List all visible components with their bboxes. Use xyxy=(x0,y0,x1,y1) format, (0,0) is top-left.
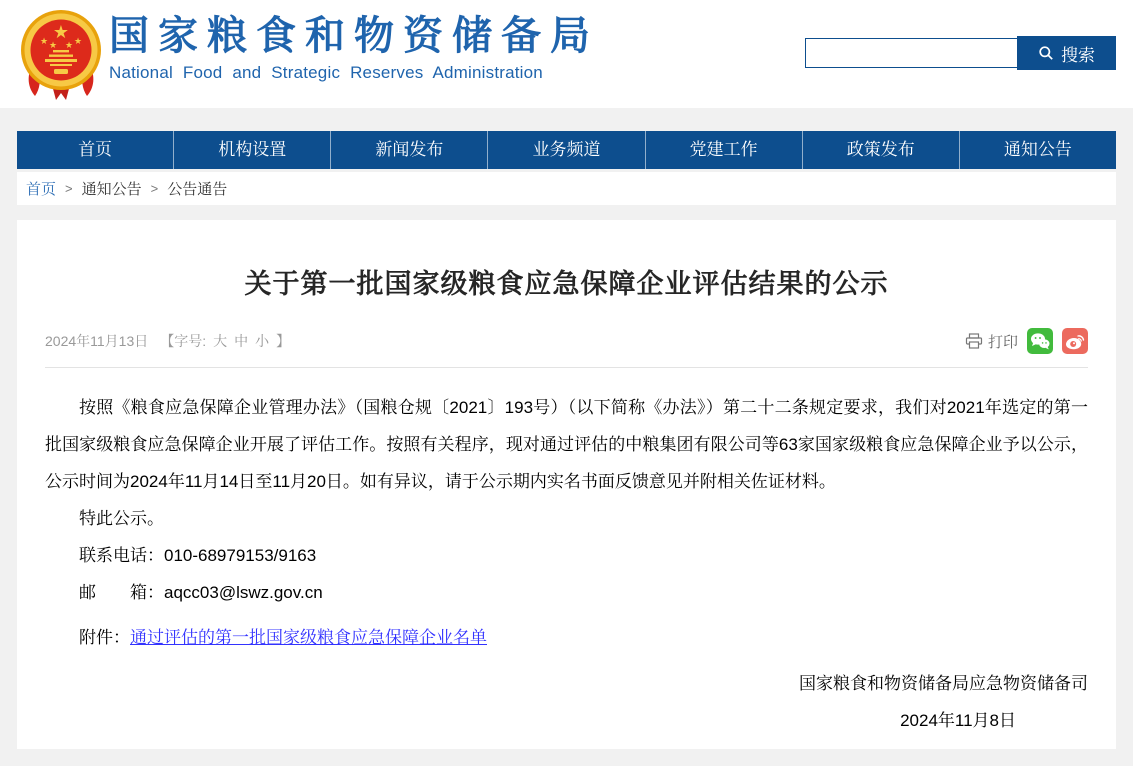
font-size-small-button[interactable]: 小 xyxy=(255,333,270,349)
nav-item-news[interactable]: 新闻发布 xyxy=(330,131,487,169)
site-name-en: National Food and Strategic Reserves Administration xyxy=(109,63,543,82)
font-size-suffix: 】 xyxy=(276,333,291,349)
breadcrumb-separator: > xyxy=(150,181,159,196)
font-size-prefix: 【字号: xyxy=(160,333,207,349)
svg-text:★: ★ xyxy=(39,36,49,46)
print-button[interactable] xyxy=(965,331,1018,352)
header-inner xyxy=(17,0,1116,108)
site-name-zh: 国家粮食和物资储备局 xyxy=(109,14,599,58)
main-nav xyxy=(17,131,1116,169)
nav-item-policy[interactable]: 政策发布 xyxy=(802,131,959,169)
search-input[interactable] xyxy=(805,38,1017,68)
wechat-icon xyxy=(1030,332,1050,350)
signature-block xyxy=(45,665,1088,739)
contact-email-value: aqcc03@lswz.gov.cn xyxy=(164,583,323,602)
signer-name: 国家粮食和物资储备局应急物资储备司 xyxy=(799,674,1088,693)
search-box xyxy=(805,36,1116,70)
article-paragraph-1: 按照《粮食应急保障企业管理办法》（国粮仓规〔2021〕193号）（以下简称《办法》）第二十二条规定要求，我们对2021年选定的第一批国家级粮食应急保障企业开展了评估工作。按照有关程序，现对通过评估的中粮集团有限公司等63家国家级粮食应急保障企业予以公示，公示时间为2024年11月14日至11月20日。如有异议，请于公示期内实名书面反馈意见并附相关佐证材料。 xyxy=(45,398,1088,491)
svg-text:★: ★ xyxy=(64,40,74,50)
article-meta-row xyxy=(45,328,1088,368)
breadcrumb xyxy=(17,172,1116,205)
svg-text:★: ★ xyxy=(73,36,83,46)
font-size-large-button[interactable]: 大 xyxy=(213,333,228,349)
search-button[interactable] xyxy=(1017,36,1116,70)
breadcrumb-announcements: 公告通告 xyxy=(167,181,228,198)
breadcrumb-notices[interactable]: 通知公告 xyxy=(81,181,142,198)
share-weibo-button[interactable] xyxy=(1062,328,1088,354)
contact-email-line xyxy=(45,574,1088,611)
site-titles xyxy=(109,14,599,83)
contact-phone-line xyxy=(45,537,1088,574)
article-meta-right xyxy=(965,328,1088,354)
nav-item-party-building[interactable]: 党建工作 xyxy=(645,131,802,169)
article-body xyxy=(45,389,1088,739)
nav-item-organization[interactable]: 机构设置 xyxy=(173,131,330,169)
font-size-control xyxy=(160,331,290,351)
national-emblem-logo-icon xyxy=(19,8,103,102)
page-title: 关于第一批国家级粮食应急保障企业评估结果的公示 xyxy=(244,269,889,299)
breadcrumb-separator: > xyxy=(65,181,73,196)
share-wechat-button[interactable] xyxy=(1027,328,1053,354)
nav-item-business[interactable]: 业务频道 xyxy=(487,131,644,169)
weibo-icon xyxy=(1065,332,1085,350)
contact-phone-label: 联系电话： xyxy=(79,546,164,565)
article-meta-left xyxy=(45,331,290,351)
publish-date: 2024年11月13日 xyxy=(45,333,149,349)
svg-text:★: ★ xyxy=(52,22,70,42)
printer-icon xyxy=(965,333,983,349)
print-label: 打印 xyxy=(987,333,1018,351)
font-size-medium-button[interactable]: 中 xyxy=(234,333,249,349)
site-header xyxy=(0,0,1133,108)
attachment-line xyxy=(45,619,1088,656)
nav-item-notices[interactable]: 通知公告 xyxy=(959,131,1116,169)
contact-phone-value: 010-68979153/9163 xyxy=(164,546,317,565)
search-icon xyxy=(1038,45,1054,61)
svg-text:★: ★ xyxy=(48,40,58,50)
search-button-label: 搜索 xyxy=(1061,45,1095,65)
contact-email-label: 邮 箱： xyxy=(79,583,164,602)
sign-date: 2024年11月8日 xyxy=(900,711,1016,730)
nav-item-home[interactable]: 首页 xyxy=(78,140,113,159)
article-container xyxy=(17,220,1116,749)
attachment-label: 附件： xyxy=(79,628,130,647)
attachment-link[interactable]: 通过评估的第一批国家级粮食应急保障企业名单 xyxy=(130,628,487,647)
article-paragraph-2: 特此公示。 xyxy=(79,509,164,528)
breadcrumb-home[interactable]: 首页 xyxy=(26,181,57,198)
